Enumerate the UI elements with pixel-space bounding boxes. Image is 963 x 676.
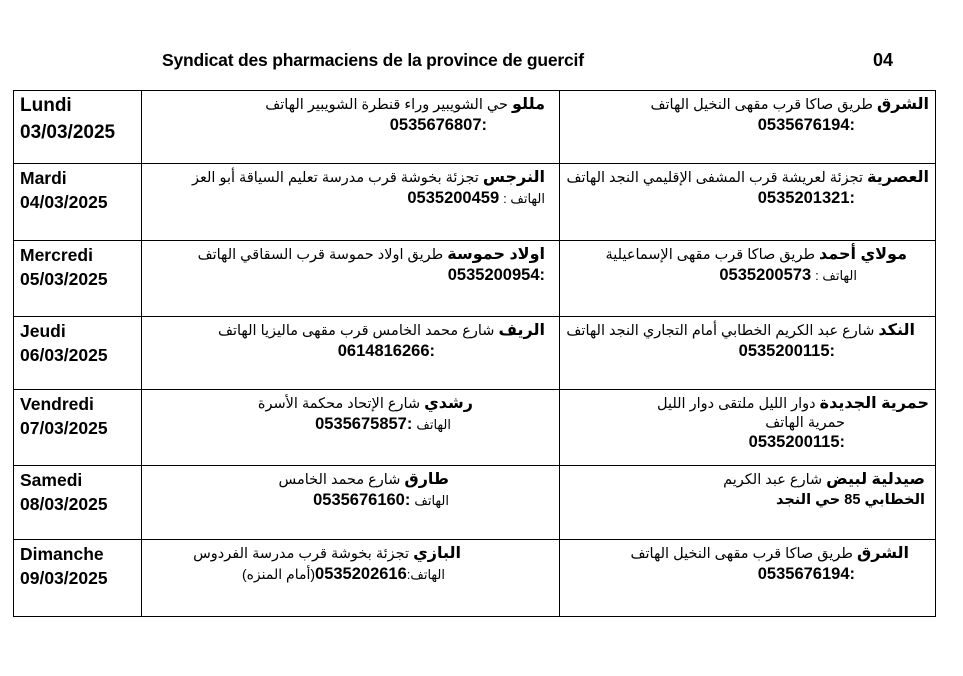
pharmacy-name: الشرق [856,545,909,562]
day-cell [14,540,142,617]
day-cell [14,466,142,540]
day-cell [14,164,142,241]
phone-label: الهاتف : [815,268,857,283]
pharmacy-address: دوار الليل ملتقى دوار الليل [656,396,816,412]
pharmacy-name: العصرية [867,169,929,186]
pharmacy-name: رشدي [424,395,473,412]
day-date: 03/03/2025 [20,122,116,143]
pharmacy-phone: 0535200954: [447,266,545,284]
day-date: 05/03/2025 [20,269,108,289]
pharmacy-name: مولاي أحمد [819,246,907,263]
phone-label: الهاتف [414,493,449,508]
pharmacy-phone: 0535676807: [389,116,487,134]
pharmacy-name: طارق [404,471,449,488]
day-name: Mercredi [20,245,93,265]
page-number: 04 [873,50,894,70]
pharmacy-address: طريق صاكا قرب مقهى الإسماعيلية [605,247,816,263]
pharmacy-address: طريق صاكا قرب مقهى النخيل الهاتف [630,546,853,562]
day-name: Samedi [20,470,83,490]
day-date: 08/03/2025 [20,494,108,514]
pharmacy-cell-a [142,241,560,317]
pharmacy-name: الشرق [876,96,929,113]
phone-label: الهاتف : [503,191,545,206]
pharmacy-address: تجزئة لعريشة قرب المشفى الإقليمي النجد الهاتف [566,170,864,186]
pharmacy-address: شارع عبد الكريم الخطابي أمام التجاري النجد الهاتف [566,323,875,339]
pharmacy-phone: 0535200573 [719,266,812,284]
day-date: 07/03/2025 [20,418,108,438]
document-title: Syndicat des pharmaciens de la province de guercif [162,50,584,70]
pharmacy-phone: 0535675857: [315,415,413,433]
day-name: Dimanche [20,544,104,564]
pharmacy-phone: 0535200115: [748,433,845,451]
pharmacy-cell-a [142,466,560,540]
pharmacy-address-line2: الخطابي 85 حي النجد [775,492,925,508]
pharmacy-phone: 0535676194: [757,565,855,583]
pharmacy-phone: 0535676194: [757,116,855,134]
pharmacy-phone: 0535202616 [315,565,407,583]
phone-label: الهاتف: [406,567,445,582]
table-row [14,390,936,466]
day-cell [14,317,142,390]
table-row [14,164,936,241]
pharmacy-name: حمرية الجديدة [819,395,929,412]
pharmacy-name: اولاد حموسة [447,246,545,263]
pharmacy-address: شارع محمد الخامس قرب مقهى ماليزيا الهاتف [217,323,495,339]
pharmacy-cell-b [560,540,936,617]
location-note: (أمام المنزه) [241,566,316,582]
pharmacy-cell-b [560,317,936,390]
pharmacy-name: النكد [878,322,915,339]
pharmacy-cell-a [142,317,560,390]
pharmacy-phone: 0535200115: [738,342,835,360]
table-row [14,540,936,617]
day-name: Mardi [20,168,67,188]
pharmacy-name: صيدلية لبيض [826,471,925,488]
pharmacy-cell-a [142,91,560,164]
pharmacy-phone: 0535200459 [407,189,500,207]
pharmacy-name: الريف [498,322,545,339]
day-cell [14,390,142,466]
pharmacy-cell-a [142,164,560,241]
day-date: 06/03/2025 [20,345,108,365]
day-date: 09/03/2025 [20,568,108,588]
day-cell [14,91,142,164]
pharmacy-cell-b [560,164,936,241]
pharmacy-address: تجزئة بخوشة قرب مدرسة الفردوس [193,546,410,562]
pharmacy-name: البازي [413,545,461,562]
day-date: 04/03/2025 [20,192,108,212]
pharmacy-address-line2: حمرية الهاتف [765,415,845,431]
pharmacy-phone: 0535676160: [313,491,411,509]
pharmacy-cell-b [560,466,936,540]
pharmacy-cell-b [560,91,936,164]
pharmacy-cell-b [560,390,936,466]
pharmacy-cell-a [142,540,560,617]
pharmacy-cell-b [560,241,936,317]
day-name: Lundi [20,95,72,116]
day-name: Vendredi [20,394,94,414]
pharmacy-phone: 0535201321: [757,189,855,207]
pharmacy-address: شارع محمد الخامس [278,472,401,488]
table-row [14,466,936,540]
pharmacy-address: شارع عبد الكريم [723,472,823,488]
phone-label: الهاتف [416,417,451,432]
table-row [14,241,936,317]
pharmacy-duty-table [13,90,936,617]
pharmacy-address: طريق اولاد حموسة قرب السقاقي الهاتف [197,247,444,263]
day-cell [14,241,142,317]
pharmacy-address: حي الشويبير وراء قنطرة الشويبير الهاتف [265,97,508,113]
pharmacy-address: شارع الإتحاد محكمة الأسرة [257,396,421,412]
pharmacy-name: النرجس [482,169,545,186]
table-row [14,91,936,164]
pharmacy-address: طريق صاكا قرب مقهى النخيل الهاتف [650,97,873,113]
pharmacy-name: مللو [512,96,545,113]
pharmacy-cell-a [142,390,560,466]
table-row [14,317,936,390]
pharmacy-phone: 0614816266: [337,342,435,360]
pharmacy-address: تجزئة بخوشة قرب مدرسة تعليم السياقة أبو العز [192,170,479,186]
day-name: Jeudi [20,321,66,341]
